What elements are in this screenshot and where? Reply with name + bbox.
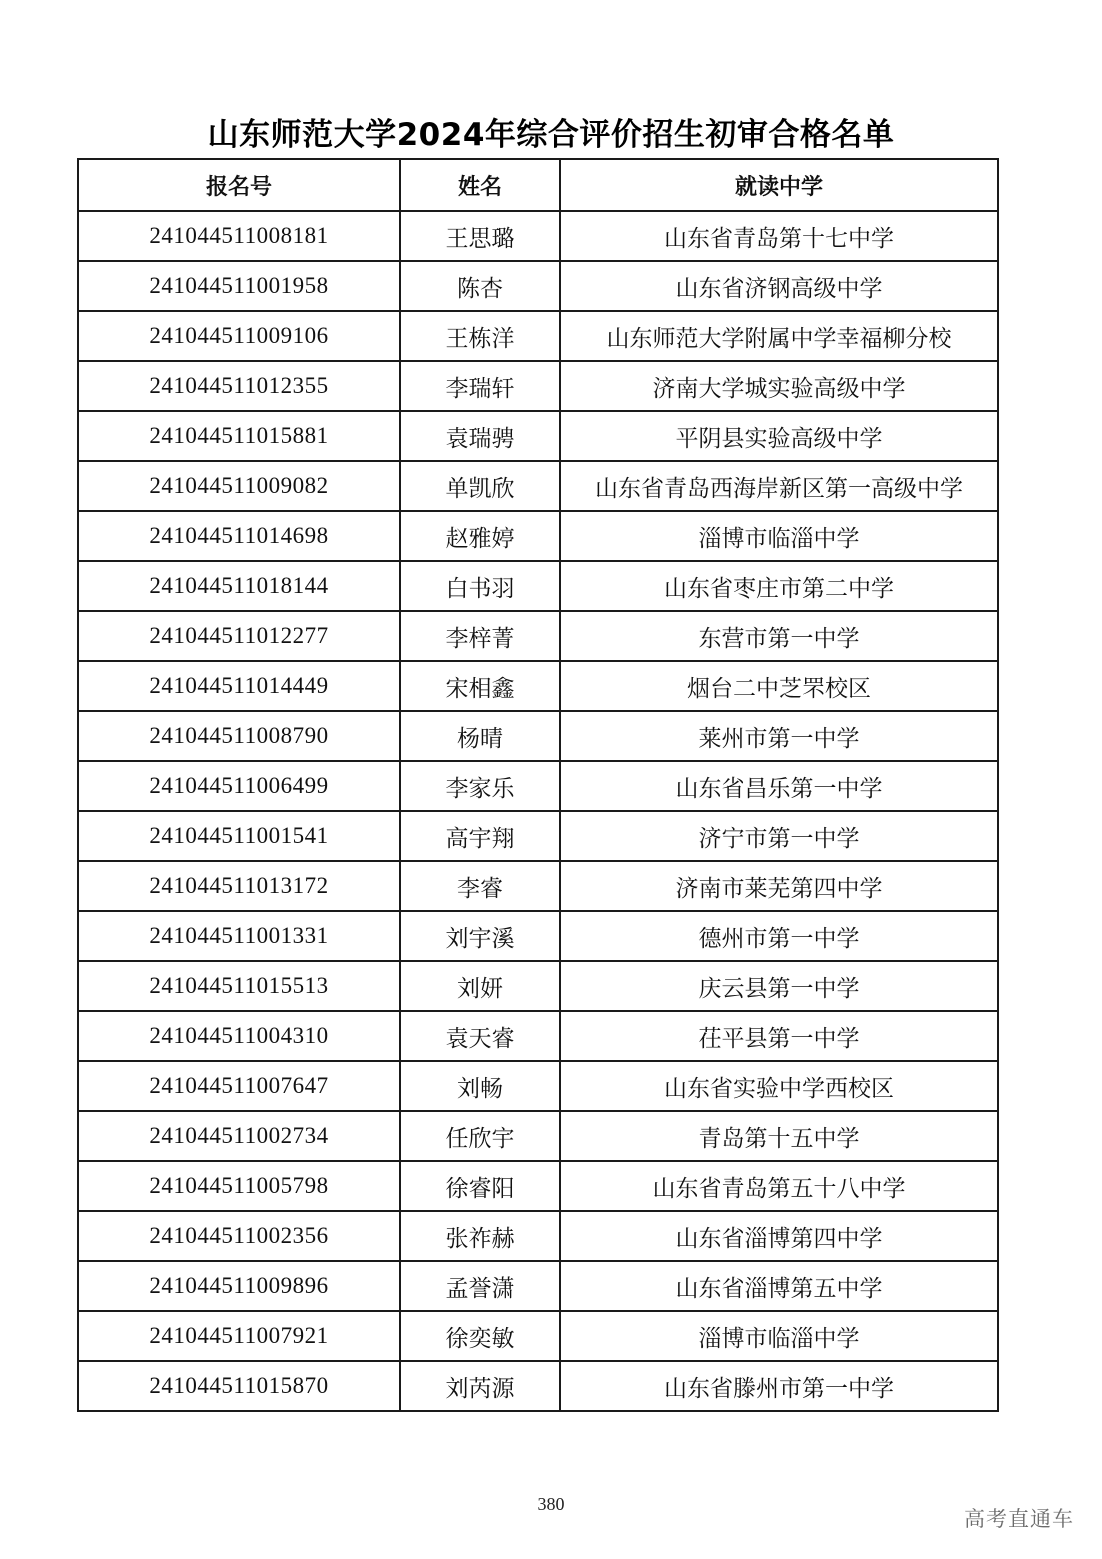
registration-number-cell: 241044511008181 xyxy=(78,211,400,261)
registration-number-cell: 241044511001958 xyxy=(78,261,400,311)
school-cell: 庆云县第一中学 xyxy=(560,961,998,1011)
student-name-cell: 李瑞轩 xyxy=(400,361,560,411)
school-cell: 山东省昌乐第一中学 xyxy=(560,761,998,811)
table-row xyxy=(78,861,998,911)
registration-number-cell: 241044511004310 xyxy=(78,1011,400,1061)
table-row xyxy=(78,611,998,661)
school-cell: 茌平县第一中学 xyxy=(560,1011,998,1061)
column-header-registration-number: 报名号 xyxy=(78,159,400,211)
school-cell: 莱州市第一中学 xyxy=(560,711,998,761)
student-name-cell: 李梓菁 xyxy=(400,611,560,661)
registration-number-cell: 241044511009896 xyxy=(78,1261,400,1311)
registration-number-cell: 241044511009106 xyxy=(78,311,400,361)
student-name-cell: 袁瑞骋 xyxy=(400,411,560,461)
table-body xyxy=(78,211,998,1411)
table-row xyxy=(78,461,998,511)
table-row xyxy=(78,261,998,311)
school-cell: 山东省青岛西海岸新区第一高级中学 xyxy=(560,461,998,511)
student-name-cell: 徐睿阳 xyxy=(400,1161,560,1211)
school-cell: 山东省青岛第十七中学 xyxy=(560,211,998,261)
student-name-cell: 孟誉潇 xyxy=(400,1261,560,1311)
registration-number-cell: 241044511007921 xyxy=(78,1311,400,1361)
school-cell: 山东省济钢高级中学 xyxy=(560,261,998,311)
student-name-cell: 任欣宇 xyxy=(400,1111,560,1161)
student-name-cell: 刘畅 xyxy=(400,1061,560,1111)
student-name-cell: 刘妍 xyxy=(400,961,560,1011)
school-cell: 济南大学城实验高级中学 xyxy=(560,361,998,411)
page-title: 山东师范大学2024年综合评价招生初审合格名单 xyxy=(207,117,895,153)
table-row xyxy=(78,211,998,261)
school-cell: 山东省枣庄市第二中学 xyxy=(560,561,998,611)
student-name-cell: 刘芮源 xyxy=(400,1361,560,1411)
student-name-cell: 王栋洋 xyxy=(400,311,560,361)
school-cell: 山东省淄博第四中学 xyxy=(560,1211,998,1261)
registration-number-cell: 241044511014698 xyxy=(78,511,400,561)
registration-number-cell: 241044511006499 xyxy=(78,761,400,811)
student-name-cell: 高宇翔 xyxy=(400,811,560,861)
table-row xyxy=(78,411,998,461)
admission-list-table xyxy=(77,158,999,1412)
school-cell: 济宁市第一中学 xyxy=(560,811,998,861)
student-name-cell: 陈杏 xyxy=(400,261,560,311)
student-name-cell: 李家乐 xyxy=(400,761,560,811)
page-number: 380 xyxy=(537,1494,565,1514)
school-cell: 山东省淄博第五中学 xyxy=(560,1261,998,1311)
school-cell: 平阴县实验高级中学 xyxy=(560,411,998,461)
table-row xyxy=(78,661,998,711)
registration-number-cell: 241044511008790 xyxy=(78,711,400,761)
table-row xyxy=(78,711,998,761)
school-cell: 德州市第一中学 xyxy=(560,911,998,961)
table-row xyxy=(78,561,998,611)
school-cell: 山东省实验中学西校区 xyxy=(560,1061,998,1111)
school-cell: 山东师范大学附属中学幸福柳分校 xyxy=(560,311,998,361)
table-row xyxy=(78,961,998,1011)
table-row xyxy=(78,1211,998,1261)
school-cell: 山东省滕州市第一中学 xyxy=(560,1361,998,1411)
student-name-cell: 宋相鑫 xyxy=(400,661,560,711)
student-name-cell: 徐奕敏 xyxy=(400,1311,560,1361)
table-row xyxy=(78,311,998,361)
registration-number-cell: 241044511012355 xyxy=(78,361,400,411)
registration-number-cell: 241044511015881 xyxy=(78,411,400,461)
table-row xyxy=(78,1011,998,1061)
registration-number-cell: 241044511001541 xyxy=(78,811,400,861)
table-row xyxy=(78,911,998,961)
student-name-cell: 刘宇溪 xyxy=(400,911,560,961)
school-cell: 济南市莱芜第四中学 xyxy=(560,861,998,911)
school-cell: 青岛第十五中学 xyxy=(560,1111,998,1161)
student-name-cell: 李睿 xyxy=(400,861,560,911)
watermark: 高考直通车 xyxy=(964,1507,1074,1531)
table-row xyxy=(78,1161,998,1211)
student-name-cell: 张祚赫 xyxy=(400,1211,560,1261)
registration-number-cell: 241044511005798 xyxy=(78,1161,400,1211)
registration-number-cell: 241044511009082 xyxy=(78,461,400,511)
table-row xyxy=(78,1111,998,1161)
table-row xyxy=(78,511,998,561)
registration-number-cell: 241044511018144 xyxy=(78,561,400,611)
school-cell: 淄博市临淄中学 xyxy=(560,511,998,561)
registration-number-cell: 241044511002356 xyxy=(78,1211,400,1261)
column-header-name: 姓名 xyxy=(400,159,560,211)
table-row xyxy=(78,361,998,411)
student-name-cell: 袁天睿 xyxy=(400,1011,560,1061)
registration-number-cell: 241044511001331 xyxy=(78,911,400,961)
registration-number-cell: 241044511014449 xyxy=(78,661,400,711)
student-name-cell: 杨晴 xyxy=(400,711,560,761)
table-header-row xyxy=(78,159,998,211)
registration-number-cell: 241044511015870 xyxy=(78,1361,400,1411)
table-row xyxy=(78,811,998,861)
table-row xyxy=(78,1061,998,1111)
table-row xyxy=(78,1361,998,1411)
student-name-cell: 赵雅婷 xyxy=(400,511,560,561)
registration-number-cell: 241044511007647 xyxy=(78,1061,400,1111)
student-name-cell: 王思璐 xyxy=(400,211,560,261)
registration-number-cell: 241044511002734 xyxy=(78,1111,400,1161)
table-header xyxy=(78,159,998,211)
table-row xyxy=(78,1311,998,1361)
school-cell: 淄博市临淄中学 xyxy=(560,1311,998,1361)
table-row xyxy=(78,761,998,811)
table-row xyxy=(78,1261,998,1311)
school-cell: 东营市第一中学 xyxy=(560,611,998,661)
school-cell: 山东省青岛第五十八中学 xyxy=(560,1161,998,1211)
registration-number-cell: 241044511013172 xyxy=(78,861,400,911)
column-header-school: 就读中学 xyxy=(560,159,998,211)
registration-number-cell: 241044511015513 xyxy=(78,961,400,1011)
student-name-cell: 单凯欣 xyxy=(400,461,560,511)
school-cell: 烟台二中芝罘校区 xyxy=(560,661,998,711)
student-name-cell: 白书羽 xyxy=(400,561,560,611)
registration-number-cell: 241044511012277 xyxy=(78,611,400,661)
